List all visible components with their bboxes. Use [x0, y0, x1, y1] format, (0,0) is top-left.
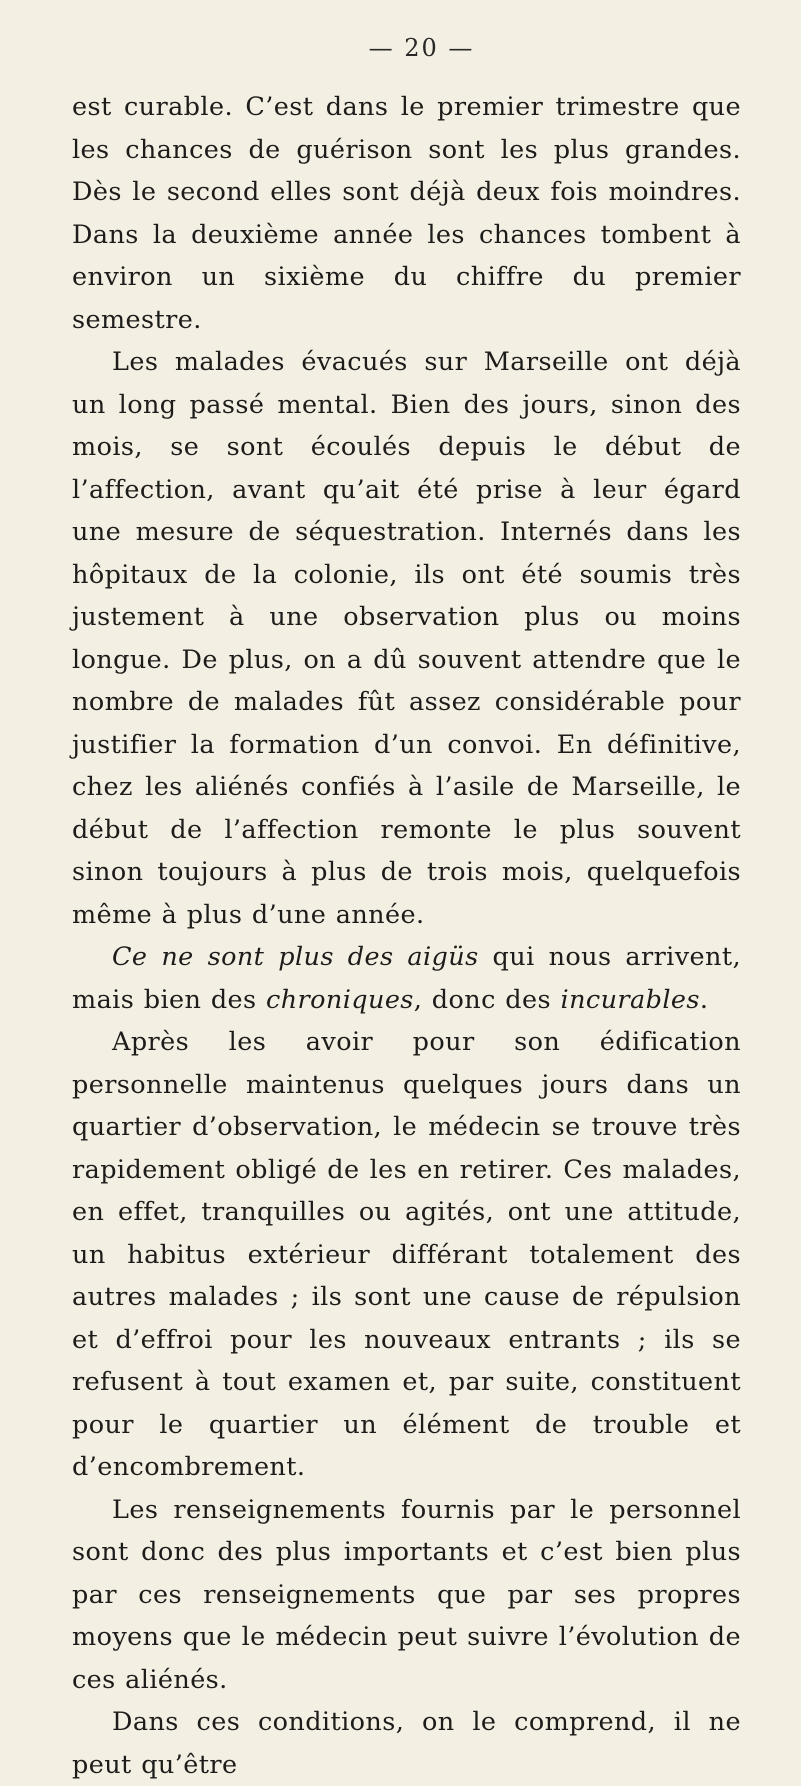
paragraph-2: Les malades évacués sur Marseille ont déjà un long passé mental. Bien des jours, sinon des mois, se sont écoulés depuis le début de l’affection, avant qu’ait été prise à leur égard une mesure de séquestration. Internés dans les hôpitaux de la colonie, ils ont été soumis très justement à une observation plus ou moins longue. De plus, on a dû souvent attendre que le nombre de malades fût assez considérable pour justifier la formation d’un convoi. En définitive, chez les aliénés confiés à l’asile de Marseille, le début de l’affection remonte le plus souvent sinon toujours à plus de trois mois, quelquefois même à plus d’une année.: [72, 347, 741, 930]
italic-phrase-aigus: Ce ne sont plus des aigüs: [112, 942, 479, 972]
italic-word-chroniques: chroniques: [266, 984, 414, 1015]
paragraph-6: Dans ces conditions, on le comprend, il ne peut qu’être: [72, 1707, 741, 1780]
paragraph-3-text-c: .: [699, 984, 709, 1015]
paragraph-1: est curable. C’est dans le premier trimestre que les chances de guérison sont les plus grandes. Dès le second elles sont déjà deux fois moindres. Dans la deuxième année les chances tombent à environ un sixième du chiffre du premier semestre.: [72, 92, 741, 335]
page-number: — 20 —: [368, 34, 475, 62]
italic-word-incurables: incurables: [560, 984, 700, 1015]
paragraph-5: Les renseignements fournis par le personnel sont donc des plus importants et c’est bien plus par ces renseignements que par ses propres moyens que le médecin peut suivre l’évolution de ces aliénés.: [72, 1494, 741, 1695]
body-text: [72, 86, 741, 1786]
paragraph-4: Après les avoir pour son édification personnelle maintenus quelques jours dans un quartier d’observation, le médecin se trouve très rapidement obligé de les en retirer. Ces malades, en effet, tranquilles ou agités, ont une attitude, un habitus extérieur différant totalement des autres malades ; ils sont une cause de répulsion et d’effroi pour les nouveaux entrants ; ils se refusent à tout examen et, par suite, constituent pour le quartier un élément de trouble et d’encombrement.: [72, 1027, 741, 1482]
paragraph-3-text-b: , donc des: [413, 984, 561, 1015]
paragraph-3: [72, 936, 741, 1021]
paragraph-3-text-a: qui nous arrivent, mais bien des: [72, 942, 741, 1015]
